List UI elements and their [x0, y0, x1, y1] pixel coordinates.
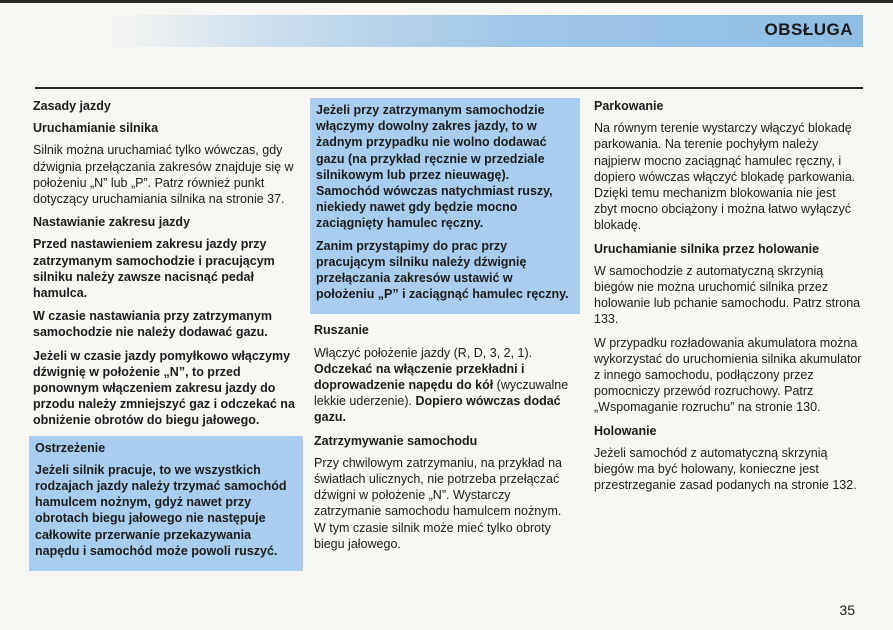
column-middle	[314, 98, 576, 559]
paragraph-tow-start: W samochodzie z automatyczną skrzynią biegów nie można uruchomić silnika przez holowanie lub pchanie samochodu. Patrz strona 133.	[594, 263, 861, 327]
section-title: OBSŁUGA	[764, 20, 853, 39]
paragraph-towing: Jeżeli samochód z automatyczną skrzynią biegów ma być holowany, konieczne jest przestrzeganie zasad podanych na stronie 132.	[594, 445, 857, 493]
paragraph-engine-start: Silnik można uruchamiać tylko wówczas, gdy dźwignia przełączania zakresów znajduje się w położeniu „N” lub „P”. Patrz również punkt dotyczący uruchamiania silnika na stronie 37.	[33, 143, 294, 207]
heading-driving-rules: Zasady jazdy	[33, 99, 111, 113]
warning-text: Jeżeli silnik pracuje, to we wszystkich rodzajach jazdy należy trzymać samochód hamulcem nożnym, gdyż nawet przy obrotach biegu jałowego nie następuje całkowite przerwanie przekazywania napędu i samochód może powoli ruszyć.	[35, 462, 287, 558]
moving-off-part-3: (wyczuwalne lekkie uderzenie).	[314, 378, 569, 409]
notice-paragraph-park: Zanim przystąpimy do prac przy pracującym silniku należy dźwignię przełączania zakresów ustawić w położeniu „P” i zaciągnąć hamulec ręczny.	[316, 238, 569, 302]
paragraph-moving-off	[314, 345, 576, 426]
heading-towing: Holowanie	[594, 423, 657, 438]
heading-range-selection: Nastawianie zakresu jazdy	[33, 215, 191, 230]
heading-moving-off: Ruszanie	[314, 323, 369, 338]
moving-off-part-4: Dopiero wówczas dodać gazu.	[314, 394, 561, 425]
warning-title: Ostrzeżenie	[35, 440, 106, 455]
heading-tow-start: Uruchamianie silnika przez holowanie	[594, 241, 820, 256]
page-number: 35	[839, 602, 855, 618]
notice-box	[310, 98, 580, 314]
paragraph-parking: Na równym terenie wystarczy włączyć blokadę parkowania. Na terenie pochyłym należy najpierw mocno zaciągnąć hamulec ręczny, i dopiero wówczas włączyć blokadę parkowania. Dzięki temu mechanizm blokowania nie jest zbyt mocno obciążony i można łatwo wyłączyć blokadę.	[594, 121, 856, 233]
top-border	[0, 0, 893, 3]
column-right	[594, 98, 862, 500]
moving-off-part-1: Włączyć położenie jazdy (R, D, 3, 2, 1).	[314, 345, 533, 360]
moving-off-part-2: Odczekać na włączenie przekładni i doprowadzenie napędu do kół	[314, 361, 525, 393]
column-left	[33, 98, 295, 571]
heading-stopping: Zatrzymywanie samochodu	[314, 433, 478, 448]
warning-box	[29, 436, 303, 571]
heading-engine-start: Uruchamianie silnika	[33, 121, 159, 136]
notice-paragraph-gas: Jeżeli przy zatrzymanym samochodzie włączymy dowolny zakres jazdy, to w żadnym przypadku nie wolno dodawać gazu (na przykład ręcznie w przedziale silnikowym lub przez nieuwagę). Samochód wówczas natychmiast ruszy, niekiedy nawet gdy będzie mocno zaciągnięty hamulec ręczny.	[316, 103, 553, 231]
paragraph-range-no-gas: W czasie nastawiania przy zatrzymanym samochodzie nie należy dodawać gazu.	[33, 309, 272, 340]
paragraph-range-brake: Przed nastawieniem zakresu jazdy przy zatrzymanym samochodzie i pracującym silniku należy zawsze nacisnąć pedał hamulca.	[33, 237, 275, 301]
heading-parking: Parkowanie	[594, 99, 664, 113]
paragraph-neutral-mistake: Jeżeli w czasie jazdy pomyłkowo włączymy dźwignię w położenie „N”, to przed ponownym włączeniem zakresu jazdy do przodu należy zmniejszyć gaz i odczekać na obniżenie obrotów do biegu jałowego.	[33, 348, 295, 428]
paragraph-stopping: Przy chwilowym zatrzymaniu, na przykład na światłach ulicznych, nie potrzeba przełączać dźwigni w położenie „N”. Wystarczy zatrzymanie samochodu hamulcem nożnym. W tym czasie silnik może mieć tylko obroty biegu jałowego.	[314, 455, 562, 551]
header-band	[0, 15, 863, 47]
header-rule	[35, 87, 863, 89]
paragraph-jump-start: W przypadku rozładowania akumulatora można wykorzystać do uruchomienia silnika akumulator z innego samochodu, podłączony przez pomocniczy przewód rozruchowy. Patrz „Wspomaganie rozruchu” na stronie 130.	[594, 335, 862, 415]
